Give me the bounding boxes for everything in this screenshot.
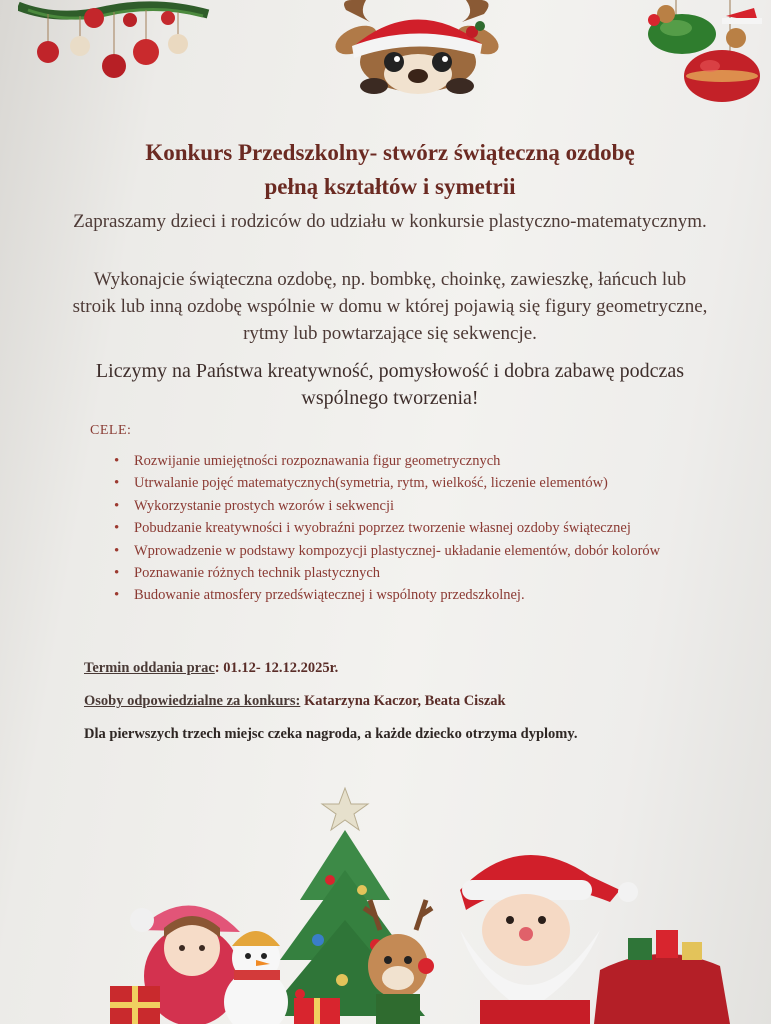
ornament-ball	[37, 41, 59, 63]
goal-item: • Wykorzystanie prostych wzorów i sekwencji	[112, 497, 702, 515]
intro-paragraph: Zapraszamy dzieci i rodziców do udziału w konkursie plastyczno-matematycznym.	[73, 211, 707, 232]
responsible-line	[84, 693, 506, 710]
ornament-ball	[161, 11, 175, 25]
page-title	[60, 136, 720, 204]
goal-item: • Wprowadzenie w podstawy kompozycji plastycznej- układanie elementów, dobór kolorów	[112, 542, 702, 560]
reindeer-peeking-icon	[326, 0, 506, 98]
responsible-label: Osoby odpowiedzialne za konkurs:	[84, 693, 301, 709]
closing-paragraph: Liczymy na Państwa kreatywność, pomysłowość i dobra zabawę podczas wspólnego tworzenia!	[95, 360, 685, 409]
title-line-2: pełną kształtów i symetrii	[264, 174, 516, 199]
ornaments-garland-top-left	[18, 0, 218, 82]
responsible-value: Katarzyna Kaczor, Beata Ciszak	[300, 693, 506, 709]
ornaments-teddy-top-right	[626, 0, 771, 106]
task-paragraph: Wykonajcie świąteczna ozdobę, np. bombkę, choinkę, zawieszkę, łańcuch lub stroik lub inną ozdobę wspólnie w domu w której pojawią się figury geometryczne, rytmy lub powtarzające się sekwencje.	[72, 269, 708, 344]
prize-line: Dla pierwszych trzech miejsc czeka nagroda, a każde dziecko otrzyma dyplomy.	[84, 726, 578, 742]
ornament-ball	[70, 36, 90, 56]
title-line-1: Konkurs Przedszkolny- stwórz świąteczną ozdobę	[145, 140, 635, 165]
deadline-line	[84, 660, 338, 677]
goals-list	[112, 452, 702, 609]
goal-item: • Rozwijanie umiejętności rozpoznawania figur geometrycznych	[112, 452, 702, 470]
goals-heading: CELE:	[90, 423, 132, 438]
ornament-ball	[102, 54, 126, 78]
goal-item: • Poznawanie różnych technik plastycznych	[112, 564, 702, 582]
gift-bag-icon	[594, 930, 730, 1024]
goal-item: • Budowanie atmosfery przedświątecznej i wspólnoty przedszkolnej.	[112, 586, 702, 604]
goal-item: • Pobudzanie kreatywności i wyobraźni poprzez tworzenie własnej ozdoby świątecznej	[112, 519, 702, 537]
ornament-ball	[123, 13, 137, 27]
ornament-ball	[84, 8, 104, 28]
christmas-scene-bottom	[80, 780, 740, 1024]
ornament-ball	[133, 39, 159, 65]
ornament-ball	[168, 34, 188, 54]
goal-item: • Utrwalanie pojęć matematycznych(symetria, rytm, wielkość, liczenie elementów)	[112, 474, 702, 492]
deadline-value: : 01.12- 12.12.2025r.	[214, 660, 339, 676]
deadline-label: Termin oddania prac	[84, 660, 215, 676]
